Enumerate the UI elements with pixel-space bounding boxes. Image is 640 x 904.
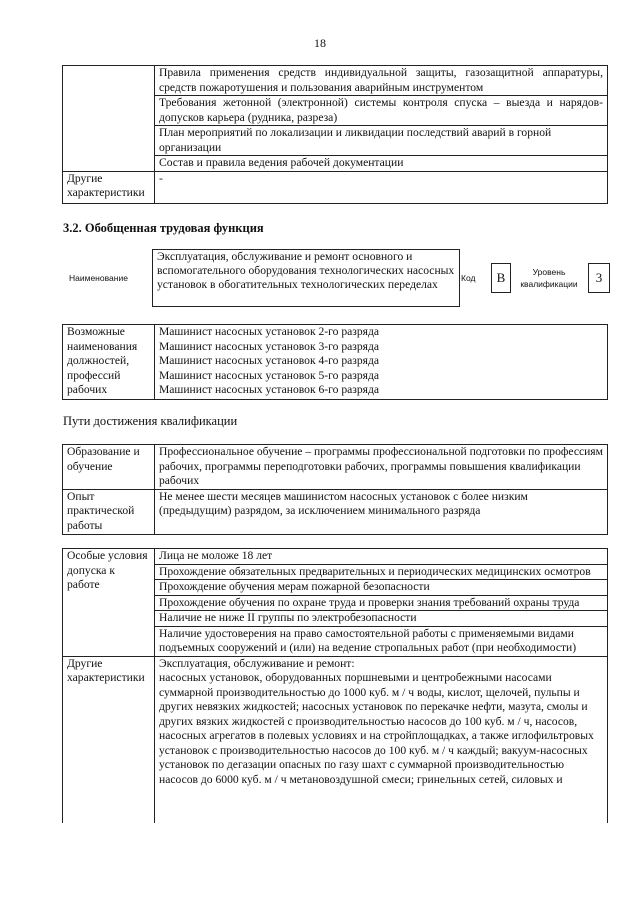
experience-label: Опыт практической работы [63,489,155,534]
table-row [63,66,608,96]
list-item: Прохождение обучения по охране труда и проверки знания требований охраны труда [155,596,607,612]
other-characteristics-label: Другие характеристики [63,171,155,203]
table-cell-label [63,66,155,96]
positions-list [154,325,607,400]
function-name: Эксплуатация, обслуживание и ремонт основного и вспомогательного оборудования технологических насосных установок в обогатительных технологических переделах [152,249,460,307]
list-item: Машинист насосных установок 4-го разряда [158,354,380,367]
table-row [63,445,608,490]
other-value: Эксплуатация, обслуживание и ремонт: насосных установок, оборудованных поршневыми и центробежными насосами суммарной производительностью до 1000 куб. м / ч воды, кислот, щелочей, пульпы и других невязких жидкостей; насосных установок по перекачке нефти, мазута, смолы и других вязких жидкостей с производительностью насосов до 100 куб. м / ч, насосов, насосных агрегатов в полевых условиях и на стройплощадках, а также иглофильтровых установок с производительностью насосов до 100 куб. м / ч каждый; вакуум-насосных установок по дегазации опасных по газу шахт с суммарной производительностью насосов до 6000 куб. м / ч метановоздушной смеси; гринельных сетей, силовых и [154,656,607,823]
name-label: Наименование [69,273,128,283]
paths-title: Пути достижения квалификации [63,414,238,428]
page-number: 18 [314,36,326,50]
level-label: Уровень квалификации [520,267,578,289]
list-item: Наличие не ниже II группы по электробезопасности [155,611,607,627]
section-title: 3.2. Обобщенная трудовая функция [63,221,264,235]
table-row [63,325,608,400]
list-item: Машинист насосных установок 6-го разряда [158,383,380,396]
table-cell-text: Правила применения средств индивидуальной защиты, газозащитной аппаратуры, средств пожаротушения и пользования аварийным инструментом [154,66,607,96]
table-cell-label [63,126,155,156]
conditions-list [154,549,607,657]
education-label: Образование и обучение [63,445,155,490]
top-table [62,65,608,204]
other-characteristics-value: - [154,171,607,203]
table-row [63,96,608,126]
table-row [63,489,608,534]
list-item: Машинист насосных установок 3-го разряда [158,339,380,353]
table-row [63,549,608,657]
table-cell-text: Требования жетонной (электронной) системы контроля спуска – выезда и нарядов-допусков карьера (рудника, разреза) [154,96,607,126]
table-cell-text: Состав и правила ведения рабочей документации [154,156,607,172]
other-label: Другие характеристики [63,656,155,823]
code-value: B [491,263,511,293]
table-row [63,171,608,203]
table-cell-text: План мероприятий по локализации и ликвидации последствий аварий в горной организации [154,126,607,156]
table-row [63,656,608,823]
table-cell-label [63,156,155,172]
experience-value: Не менее шести месяцев машинистом насосных установок с более низким (предыдущим) разрядом, за исключением минимального разряда [154,489,607,534]
list-item: Машинист насосных установок 2-го разряда [158,325,380,338]
list-item: Лица не моложе 18 лет [155,549,607,565]
list-item: Прохождение обязательных предварительных и периодических медицинских осмотров [155,565,607,581]
positions-table [62,324,608,400]
table-row [63,126,608,156]
conditions-label: Особые условия допуска к работе [63,549,155,657]
positions-label: Возможные наименования должностей, профессий рабочих [63,325,155,400]
table-row [63,156,608,172]
list-item: Машинист насосных установок 5-го разряда [158,368,380,382]
level-value: 3 [588,263,610,293]
qualification-table [62,444,608,535]
table-cell-label [63,96,155,126]
list-item: Наличие удостоверения на право самостоятельной работы с применяемыми видами подъемных сооружений и (или) на ведение стропальных работ (при необходимости) [158,626,577,654]
conditions-table [62,548,608,823]
code-label: Код [461,273,476,283]
list-item: Прохождение обучения мерам пожарной безопасности [155,580,607,596]
education-value: Профессиональное обучение – программы профессиональной подготовки по профессиям рабочих, программы переподготовки рабочих, программы повышения квалификации рабочих [154,445,607,490]
